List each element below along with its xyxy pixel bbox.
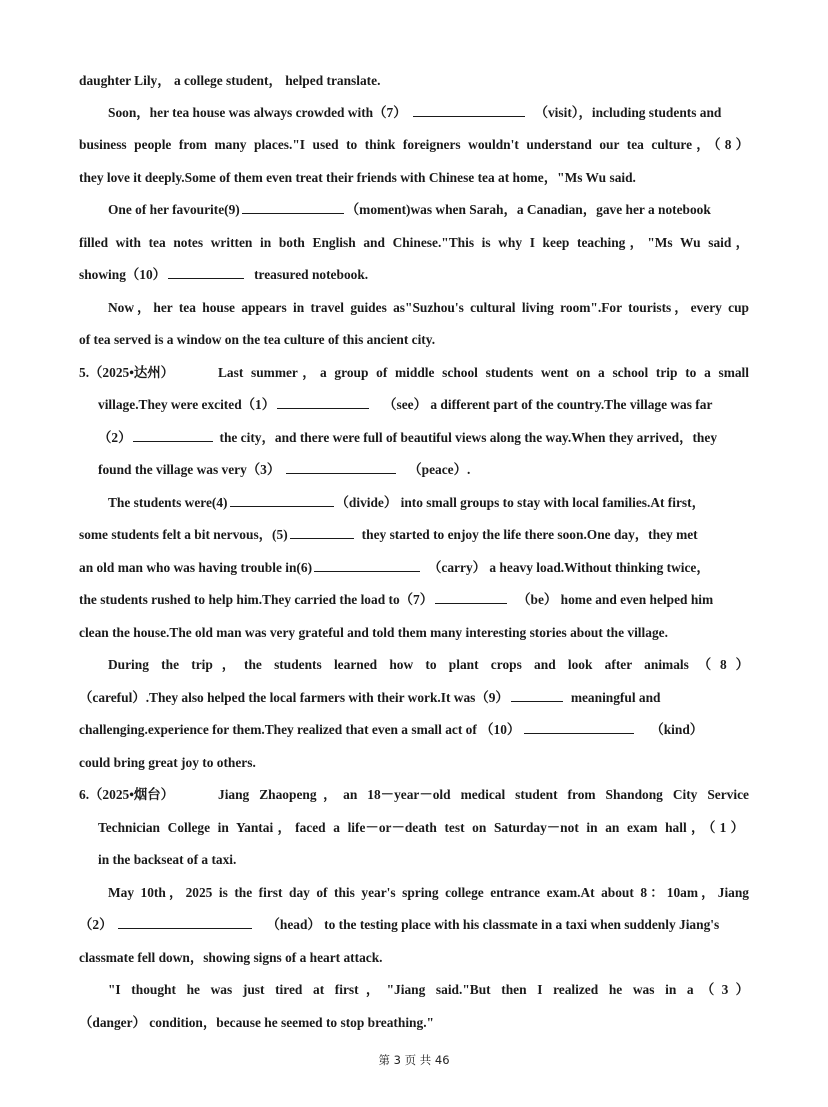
text-segment: One of her favourite(9) bbox=[108, 202, 240, 217]
text-segment: （visit），including students and bbox=[534, 105, 722, 120]
text-segment: （2） bbox=[98, 430, 132, 445]
text-segment: （moment)was when Sarah，a Canadian，gave her a notebook bbox=[345, 202, 711, 217]
text-line: "I thought he was just tired at first，"Jiang said."But then I realized he was in a（3） bbox=[108, 982, 749, 997]
text-line: Technician College in Yantai，faced a life－or－death test on Saturday－not in an exam hall，（1） bbox=[98, 820, 744, 835]
answer-blank-7b bbox=[435, 591, 507, 604]
text-line: daughter Lily， a college student， helped translate. bbox=[79, 73, 381, 88]
text-segment: challenging.experience for them.They realized that even a small act of （10） bbox=[79, 722, 521, 737]
text-line bbox=[79, 721, 703, 739]
text-line: Now，her tea house appears in travel guides as"Suzhou's cultural living room".For tourists，every cup bbox=[108, 300, 749, 315]
text-line bbox=[108, 104, 721, 122]
text-line: business people from many places."I used to think foreigners wouldn't understand our tea culture，（8） bbox=[79, 137, 749, 152]
text-line bbox=[98, 461, 470, 479]
text-line: in the backseat of a taxi. bbox=[98, 852, 237, 867]
text-line: During the trip，the students learned how to plant crops and look after animals（8） bbox=[108, 657, 749, 672]
text-line bbox=[98, 396, 712, 414]
answer-blank-7 bbox=[413, 104, 525, 117]
text-line: could bring great joy to others. bbox=[79, 755, 256, 770]
text-segment: （see） a different part of the country.The village was far bbox=[383, 397, 713, 412]
text-segment: （be） home and even helped him bbox=[517, 592, 714, 607]
text-segment: the city，and there were full of beautiful views along the way.When they arrived，they bbox=[219, 430, 718, 445]
text-segment: an old man who was having trouble in(6) bbox=[79, 560, 313, 575]
text-line bbox=[108, 494, 705, 512]
text-line: filled with tea notes written in both English and Chinese."This is why I keep teaching，"Ms Wu said， bbox=[79, 235, 749, 250]
text-segment: they started to enjoy the life there soon.One day，they met bbox=[361, 527, 698, 542]
answer-blank-5 bbox=[290, 526, 354, 539]
text-line bbox=[79, 591, 713, 609]
text-line: classmate fell down，showing signs of a heart attack. bbox=[79, 950, 383, 965]
page-footer: 第 3 页 共 46 bbox=[378, 1053, 450, 1067]
answer-blank-10b bbox=[524, 721, 634, 734]
text-line bbox=[79, 266, 368, 284]
answer-blank-9 bbox=[242, 201, 344, 214]
text-segment: Soon，her tea house was always crowded with（7） bbox=[108, 105, 407, 120]
text-segment: （2） bbox=[79, 917, 113, 932]
text-segment: （careful）.They also helped the local farmers with their work.It was（9） bbox=[79, 690, 509, 705]
text-segment: （head） to the testing place with his classmate in a taxi when suddenly Jiang's bbox=[266, 917, 720, 932]
text-line: of tea served is a window on the tea culture of this ancient city. bbox=[79, 332, 436, 347]
text-segment: （carry） a heavy load.Without thinking twice， bbox=[428, 560, 710, 575]
answer-blank-6 bbox=[314, 559, 420, 572]
text-line: clean the house.The old man was very grateful and told them many interesting stories about the village. bbox=[79, 625, 668, 640]
text-segment: （divide） into small groups to stay with local families.At first， bbox=[335, 495, 705, 510]
text-line bbox=[79, 559, 710, 577]
answer-blank-3 bbox=[286, 461, 396, 474]
text-line bbox=[79, 689, 661, 707]
text-line bbox=[108, 201, 711, 219]
text-segment: village.They were excited（1） bbox=[98, 397, 276, 412]
answer-blank-1 bbox=[277, 396, 369, 409]
question-number-5: 5.（2025•达州） bbox=[79, 365, 175, 380]
text-line bbox=[79, 526, 698, 544]
text-line: （danger） condition，because he seemed to stop breathing." bbox=[79, 1015, 434, 1030]
text-segment: meaningful and bbox=[570, 690, 661, 705]
text-segment: some students felt a bit nervous，(5) bbox=[79, 527, 288, 542]
text-segment: the students rushed to help him.They carried the load to（7） bbox=[79, 592, 434, 607]
answer-blank-9b bbox=[511, 689, 563, 702]
text-segment: treasured notebook. bbox=[254, 267, 369, 282]
text-line: May 10th，2025 is the first day of this year's spring college entrance exam.At about 8：10am，Jiang bbox=[108, 885, 749, 900]
text-line bbox=[98, 429, 717, 447]
text-segment: found the village was very（3） bbox=[98, 462, 281, 477]
answer-blank-2 bbox=[133, 429, 213, 442]
text-segment: （kind） bbox=[650, 722, 704, 737]
text-line bbox=[79, 916, 719, 934]
text-line: Last summer，a group of middle school students went on a school trip to a small bbox=[218, 365, 749, 380]
answer-blank-10 bbox=[168, 266, 244, 279]
text-segment: The students were(4) bbox=[108, 495, 228, 510]
answer-blank-2b bbox=[118, 916, 252, 929]
question-number-6: 6.（2025•烟台） bbox=[79, 787, 175, 802]
answer-blank-4 bbox=[230, 494, 334, 507]
text-segment: showing（10） bbox=[79, 267, 167, 282]
text-line: they love it deeply.Some of them even treat their friends with Chinese tea at home，"Ms Wu said. bbox=[79, 170, 636, 185]
text-line: Jiang Zhaopeng，an 18－year－old medical student from Shandong City Service bbox=[218, 787, 749, 802]
text-segment: （peace）. bbox=[408, 462, 471, 477]
